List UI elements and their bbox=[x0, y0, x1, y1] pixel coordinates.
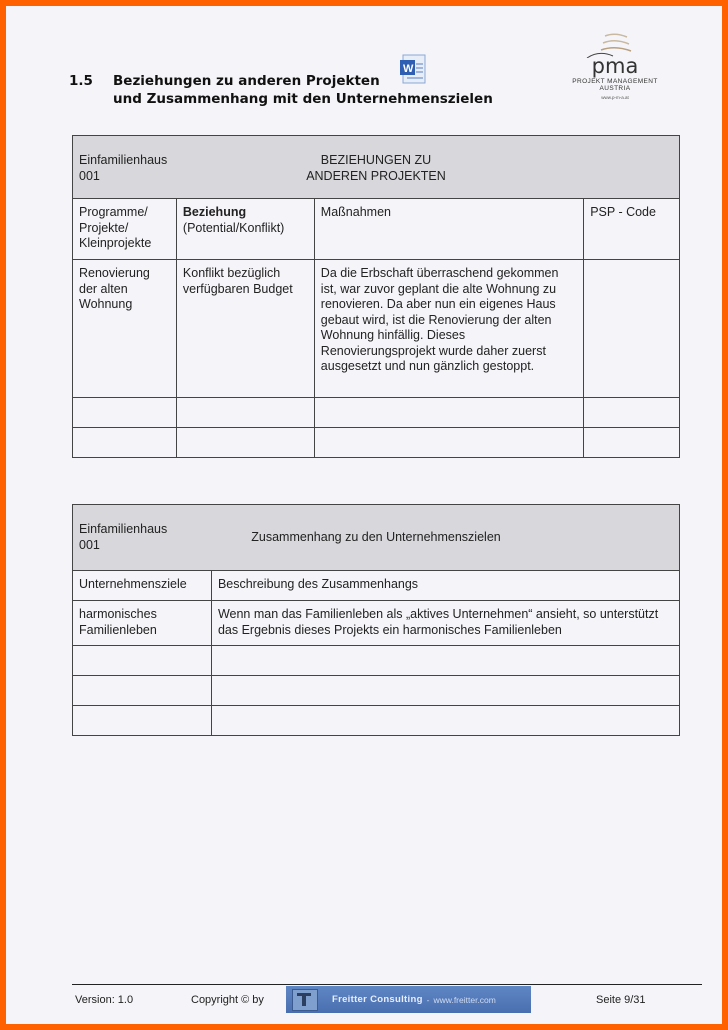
goals-table bbox=[72, 504, 680, 736]
pma-logo bbox=[560, 32, 670, 98]
table-title-line-2: ANDEREN PROJEKTEN bbox=[306, 168, 446, 183]
table-row bbox=[73, 428, 680, 458]
col-relation-title: Beziehung bbox=[182, 205, 247, 219]
table-row bbox=[73, 398, 680, 428]
column-header-row bbox=[73, 571, 680, 601]
table-title: Zusammenhang zu den Unternehmenszielen bbox=[251, 530, 501, 544]
cell-measures bbox=[314, 428, 583, 458]
col-relation-sub: (Potential/Konflikt) bbox=[182, 220, 285, 235]
section-number: 1.5 bbox=[69, 73, 93, 89]
cell-program bbox=[73, 428, 177, 458]
project-id: 001 bbox=[79, 168, 100, 183]
freitter-logo-icon bbox=[292, 989, 318, 1011]
table-row bbox=[73, 646, 680, 676]
heading-line-1: Beziehungen zu anderen Projekten bbox=[113, 73, 380, 89]
cell-relation bbox=[176, 398, 314, 428]
freitter-banner bbox=[286, 986, 531, 1013]
banner-company: Freitter Consulting bbox=[332, 994, 423, 1005]
section-heading bbox=[69, 72, 493, 108]
project-id: 001 bbox=[79, 537, 100, 552]
cell-relation bbox=[176, 428, 314, 458]
table-title-line-1: BEZIEHUNGEN ZU bbox=[320, 153, 432, 167]
svg-text:W: W bbox=[403, 63, 414, 75]
table-row bbox=[73, 601, 680, 646]
column-header-row bbox=[73, 199, 680, 260]
col-measures: Maßnahmen bbox=[314, 199, 583, 260]
table-header bbox=[73, 505, 680, 571]
cell-psp bbox=[584, 398, 680, 428]
cell-description bbox=[211, 646, 679, 676]
cell-goal bbox=[73, 676, 212, 706]
cell-measures: Da die Erbschaft überraschend gekommen ist, war zuvor geplant die alte Wohnung zu renovieren. Da aber nun ein eigenes Haus gebaut wird, ist die Renovierung der alten Wohnung hinfällig. Dieses Renovierungsprojekt wurde daher zuerst ausgesetzt und nun gänzlich gestoppt. bbox=[314, 260, 583, 398]
cell-goal: harmonisches Familienleben bbox=[73, 601, 212, 646]
table-row bbox=[73, 260, 680, 398]
heading-line-2: und Zusammenhang mit den Unternehmenszielen bbox=[113, 91, 493, 107]
cell-psp bbox=[584, 428, 680, 458]
cell-description bbox=[211, 706, 679, 736]
logo-tagline: www.p-m-a.at bbox=[601, 95, 629, 100]
cell-measures bbox=[314, 398, 583, 428]
table-row bbox=[73, 706, 680, 736]
table-header bbox=[73, 136, 680, 199]
col-psp: PSP - Code bbox=[584, 199, 680, 260]
cell-relation: Konflikt bezüglich verfügbaren Budget bbox=[176, 260, 314, 398]
cell-description: Wenn man das Familienleben als „aktives Unternehmen“ ansieht, so unterstützt das Ergebnis dieses Projekts ein harmonisches Familienleben bbox=[211, 601, 679, 646]
logo-subtitle: PROJEKT MANAGEMENT AUSTRIA bbox=[572, 78, 658, 92]
table-row bbox=[73, 676, 680, 706]
col-relation bbox=[176, 199, 314, 260]
cell-goal bbox=[73, 706, 212, 736]
footer-copyright: Copyright © by bbox=[191, 994, 264, 1006]
banner-url: www.freitter.com bbox=[433, 994, 496, 1005]
footer-page-number: Seite 9/31 bbox=[596, 994, 646, 1006]
cell-goal bbox=[73, 646, 212, 676]
cell-program: Renovierung der alten Wohnung bbox=[73, 260, 177, 398]
logo-name: pma bbox=[591, 54, 639, 78]
col-description: Beschreibung des Zusammenhangs bbox=[211, 571, 679, 601]
cell-description bbox=[211, 676, 679, 706]
footer-divider bbox=[72, 984, 702, 985]
col-goals: Unternehmensziele bbox=[73, 571, 212, 601]
relations-table bbox=[72, 135, 680, 458]
project-name: Einfamilienhaus bbox=[79, 153, 168, 167]
cell-program bbox=[73, 398, 177, 428]
banner-separator: - bbox=[426, 994, 430, 1005]
col-programs: Programme/ Projekte/ Kleinprojekte bbox=[73, 199, 177, 260]
cell-psp bbox=[584, 260, 680, 398]
footer-version: Version: 1.0 bbox=[75, 994, 134, 1006]
project-name: Einfamilienhaus bbox=[79, 522, 168, 536]
